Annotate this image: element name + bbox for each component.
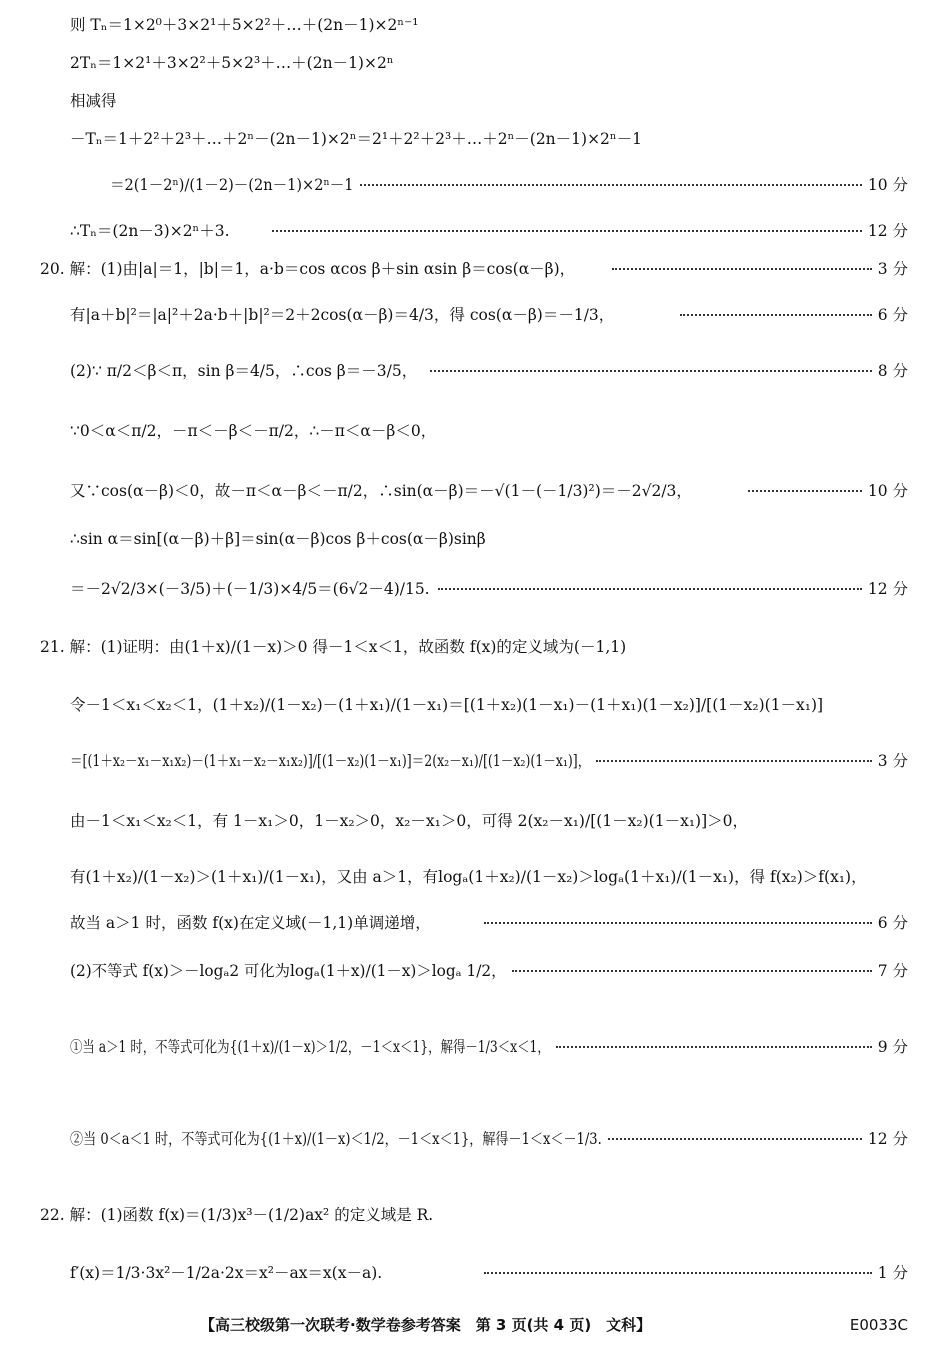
- solution-line: [0, 806, 950, 836]
- dot-leader: [438, 588, 862, 590]
- solution-line: [0, 632, 950, 662]
- solution-text: 22. 解：(1)函数 f(x)＝(1/3)x³－(1/2)ax² 的定义域是 R.: [40, 1206, 434, 1224]
- solution-line: [0, 124, 950, 154]
- dot-leader: [612, 268, 872, 270]
- solution-line: [0, 574, 950, 604]
- solution-text: 又∵cos(α－β)＜0，故－π＜α－β＜－π/2，∴sin(α－β)＝－√(1－(－1/3)²)＝－2√2/3，: [70, 482, 692, 500]
- dot-leader: [484, 1272, 872, 1274]
- solution-text: 有(1＋x₂)/(1－x₂)＞(1＋x₁)/(1－x₁)，又由 a＞1，有logₐ(1＋x₂)/(1－x₂)＞logₐ(1＋x₁)/(1－x₁)，得 f(x₂)＞f(x₁)，: [70, 868, 867, 886]
- solution-line: [0, 1032, 950, 1062]
- score-mark: 6 分: [877, 914, 908, 932]
- solution-line: [0, 1200, 950, 1230]
- solution-text: 由－1＜x₁＜x₂＜1，有 1－x₁＞0，1－x₂＞0，x₂－x₁＞0，可得 2(x₂－x₁)/[(1－x₂)(1－x₁)]＞0，: [70, 812, 748, 830]
- solution-line: [0, 170, 950, 200]
- solution-line: [0, 862, 950, 892]
- solution-text: ∵0＜α＜π/2，－π＜－β＜－π/2，∴－π＜α－β＜0，: [70, 422, 437, 440]
- solution-line: [0, 1124, 950, 1154]
- solution-line: [0, 908, 950, 938]
- solution-text: ∴sin α＝sin[(α－β)＋β]＝sin(α－β)cos β＋cos(α－β)sinβ: [70, 530, 486, 548]
- solution-line: [0, 1258, 950, 1288]
- solution-text: f′(x)＝1/3·3x²－1/2a·2x＝x²－ax＝x(x－a).: [70, 1264, 383, 1282]
- score-mark: 12 分: [867, 222, 908, 240]
- score-mark: 8 分: [877, 362, 908, 380]
- score-mark: 10 分: [867, 482, 908, 500]
- dot-leader: [430, 370, 872, 372]
- solution-line: [0, 254, 950, 284]
- score-mark: 1 分: [877, 1264, 908, 1282]
- dot-leader: [680, 314, 872, 316]
- dot-leader: [608, 1138, 862, 1140]
- solution-line: [0, 416, 950, 446]
- score-mark: 12 分: [867, 580, 908, 598]
- score-mark: 3 分: [877, 260, 908, 278]
- solution-text: ①当 a＞1 时，不等式可化为{(1＋x)/(1－x)＞1/2，－1＜x＜1}，解得－1/3＜x＜1，: [70, 1038, 550, 1056]
- solution-text: ＝2(1－2ⁿ)/(1－2)－(2n－1)×2ⁿ－1: [110, 176, 354, 194]
- dot-leader: [484, 922, 872, 924]
- dot-leader: [512, 970, 872, 972]
- dot-leader: [272, 230, 862, 232]
- solution-line: [0, 48, 950, 78]
- solution-text: 令－1＜x₁＜x₂＜1，(1＋x₂)/(1－x₂)－(1＋x₁)/(1－x₁)＝[(1＋x₂)(1－x₁)－(1＋x₁)(1－x₂)]/[(1－x₂)(1－x₁)]: [70, 696, 824, 714]
- solution-line: [0, 524, 950, 554]
- footer-code: E0033C: [849, 1316, 908, 1334]
- solution-line: [0, 476, 950, 506]
- score-mark: 3 分: [877, 752, 908, 770]
- dot-leader: [360, 184, 862, 186]
- score-mark: 7 分: [877, 962, 908, 980]
- solution-text: (2)不等式 f(x)＞－logₐ2 可化为logₐ(1＋x)/(1－x)＞logₐ 1/2，: [70, 962, 507, 980]
- score-mark: 9 分: [877, 1038, 908, 1056]
- solution-text: ∴Tₙ＝(2n－3)×2ⁿ＋3.: [70, 222, 230, 240]
- solution-line: [0, 86, 950, 116]
- solution-line: [0, 356, 950, 386]
- solution-text: 21. 解：(1)证明：由(1＋x)/(1－x)＞0 得－1＜x＜1，故函数 f(x)的定义域为(－1,1): [40, 638, 627, 656]
- solution-text: (2)∵ π/2＜β＜π，sin β＝4/5，∴cos β＝－3/5，: [70, 362, 418, 380]
- solution-line: [0, 746, 950, 776]
- solution-line: [0, 300, 950, 330]
- footer-title: 【高三校级第一次联考·数学卷参考答案 第 3 页(共 4 页) 文科】: [200, 1316, 652, 1334]
- dot-leader: [748, 490, 862, 492]
- solution-text: 故当 a＞1 时，函数 f(x)在定义域(－1,1)单调递增，: [70, 914, 431, 932]
- solution-text: ＝－2√2/3×(－3/5)＋(－1/3)×4/5＝(6√2－4)/15.: [70, 580, 430, 598]
- solution-text: 则 Tₙ＝1×2⁰＋3×2¹＋5×2²＋…＋(2n－1)×2ⁿ⁻¹: [70, 16, 419, 34]
- solution-text: 20. 解：(1)由|a|＝1，|b|＝1，a·b＝cos αcos β＋sin αsin β＝cos(α－β)，: [40, 260, 576, 278]
- solution-text: 相减得: [70, 92, 117, 110]
- solution-line: [0, 216, 950, 246]
- solution-line: [0, 690, 950, 720]
- solution-text: ②当 0＜a＜1 时，不等式可化为{(1＋x)/(1－x)＜1/2，－1＜x＜1}，解得－1＜x＜－1/3.: [70, 1130, 602, 1148]
- page-footer: [0, 1310, 950, 1340]
- solution-text: 2Tₙ＝1×2¹＋3×2²＋5×2³＋…＋(2n－1)×2ⁿ: [70, 54, 394, 72]
- dot-leader: [596, 760, 872, 762]
- solution-line: [0, 10, 950, 40]
- dot-leader: [556, 1046, 872, 1048]
- score-mark: 6 分: [877, 306, 908, 324]
- solution-text: －Tₙ＝1＋2²＋2³＋…＋2ⁿ－(2n－1)×2ⁿ＝2¹＋2²＋2³＋…＋2ⁿ－(2n－1)×2ⁿ－1: [70, 130, 642, 148]
- solution-text: ＝[(1＋x₂－x₁－x₁x₂)－(1＋x₁－x₂－x₁x₂)]/[(1－x₂)(1－x₁)]＝2(x₂－x₁)/[(1－x₂)(1－x₁)]，: [70, 752, 591, 770]
- solution-text: 有|a＋b|²＝|a|²＋2a·b＋|b|²＝2＋2cos(α－β)＝4/3，得 cos(α－β)＝－1/3，: [70, 306, 615, 324]
- solution-line: [0, 956, 950, 986]
- score-mark: 10 分: [867, 176, 908, 194]
- score-mark: 12 分: [867, 1130, 908, 1148]
